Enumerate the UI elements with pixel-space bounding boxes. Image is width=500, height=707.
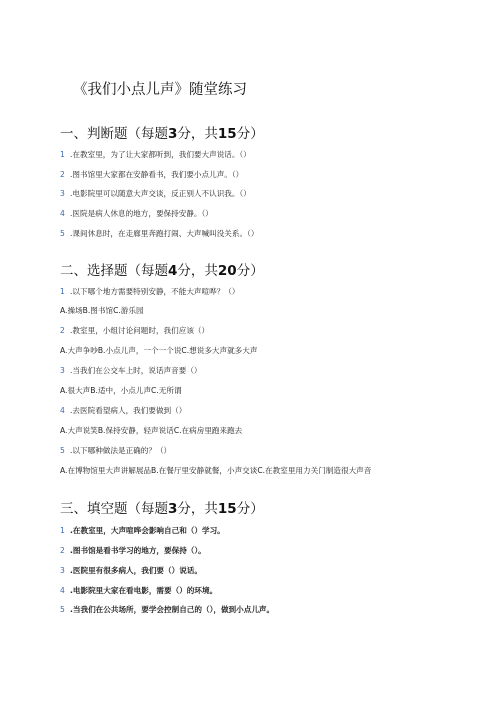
page-title: 《我们小点儿声》随堂练习 bbox=[73, 82, 247, 98]
question-number: 4 bbox=[60, 209, 65, 218]
choice-question bbox=[60, 446, 171, 456]
section-heading-choice: 二、选择题（每题4分，共20分） bbox=[60, 263, 264, 279]
question-text: .医院里有很多病人，我们要（）说话。 bbox=[70, 566, 202, 575]
question-text: .以下哪种做法是正确的？（） bbox=[70, 446, 172, 455]
judgment-question bbox=[60, 229, 258, 239]
question-text: .电影院里可以随意大声交谈，反正别人不认识我。（） bbox=[70, 189, 251, 198]
question-text: .在教室里，大声喧哗会影响自己和（）学习。 bbox=[70, 526, 225, 535]
judgment-question bbox=[60, 209, 213, 219]
question-text: .去医院看望病人，我们要做到（） bbox=[70, 406, 187, 415]
question-text: .以下哪个地方需要特别安静，不能大声喧哗？（） bbox=[70, 287, 240, 296]
question-text: .图书馆里大家都在安静看书，我们要小点儿声。（） bbox=[70, 170, 244, 179]
question-number: 2 bbox=[60, 170, 65, 179]
question-number: 3 bbox=[60, 566, 65, 575]
question-text: .图书馆是看书学习的地方，要保持（）。 bbox=[70, 546, 206, 555]
question-number: 5 bbox=[60, 229, 65, 238]
question-number: 5 bbox=[60, 446, 65, 455]
question-number: 5 bbox=[60, 605, 65, 614]
choice-options: A.大声争吵B.小点儿声，一个一个说C.想说多大声就多大声 bbox=[60, 346, 258, 355]
fill-question bbox=[60, 526, 225, 536]
choice-question bbox=[60, 287, 239, 297]
judgment-question bbox=[60, 189, 251, 199]
judgment-question bbox=[60, 150, 251, 160]
question-number: 1 bbox=[60, 287, 65, 296]
fill-question bbox=[60, 605, 274, 615]
question-text: .医院是病人休息的地方，要保持安静。（） bbox=[70, 209, 213, 218]
choice-question bbox=[60, 406, 186, 416]
question-number: 2 bbox=[60, 326, 65, 335]
choice-options: A.大声说笑B.保持安静，轻声说话C.在病房里跑来跑去 bbox=[60, 426, 243, 435]
choice-options: A.操场B.图书馆C.游乐园 bbox=[60, 306, 144, 315]
fill-question bbox=[60, 546, 206, 556]
fill-question bbox=[60, 566, 202, 576]
question-text: .当我们在公共场所，要学会控制自己的（），做到小点儿声。 bbox=[70, 605, 275, 614]
question-number: 4 bbox=[60, 406, 65, 415]
question-text: .在教室里，为了让大家都听到，我们要大声说话。（） bbox=[70, 150, 251, 159]
judgment-question bbox=[60, 170, 243, 180]
choice-options: A.在博物馆里大声讲解展品B.在餐厅里安静就餐，小声交谈C.在教室里用力关门制造很大声音 bbox=[60, 466, 372, 475]
question-text: .课间休息时，在走廊里奔跑打闹、大声喊叫没关系。（） bbox=[70, 229, 259, 238]
choice-question bbox=[60, 326, 209, 336]
question-number: 4 bbox=[60, 586, 65, 595]
section-heading-judgment: 一、判断题（每题3分，共15分） bbox=[60, 126, 264, 142]
fill-question bbox=[60, 586, 217, 596]
question-text: .电影院里大家在看电影，需要（）的环境。 bbox=[70, 586, 218, 595]
question-text: .教室里，小组讨论问题时，我们应该（） bbox=[70, 326, 210, 335]
question-number: 1 bbox=[60, 526, 65, 535]
section-heading-fill: 三、填空题（每题3分，共15分） bbox=[60, 501, 264, 517]
question-number: 3 bbox=[60, 366, 65, 375]
choice-options: A.很大声B.适中，小点儿声C.无所谓 bbox=[60, 386, 182, 395]
choice-question bbox=[60, 366, 202, 376]
question-number: 2 bbox=[60, 546, 65, 555]
question-number: 1 bbox=[60, 150, 65, 159]
question-text: .当我们在公交车上时，说话声音要（） bbox=[70, 366, 202, 375]
question-number: 3 bbox=[60, 189, 65, 198]
